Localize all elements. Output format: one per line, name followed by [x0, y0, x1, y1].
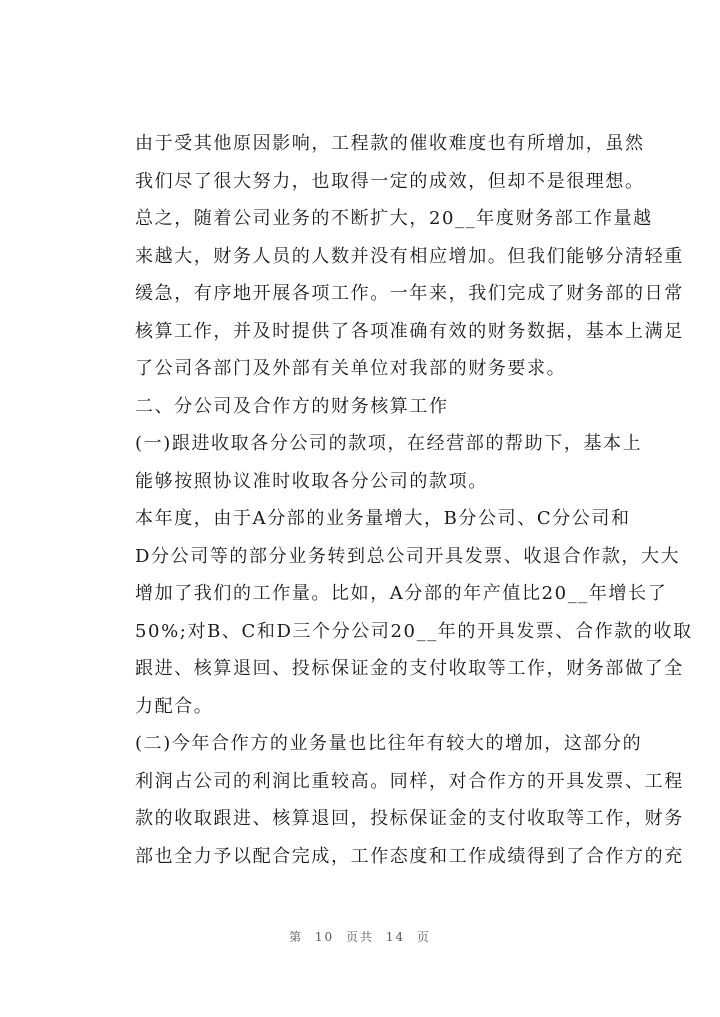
- text-line: 由于受其他原因影响，工程款的催收难度也有所增加，虽然: [135, 133, 645, 154]
- paragraph-collection-difficulty: [97, 125, 645, 200]
- text-line: 我们尽了很大努力，也取得一定的成效，但却不是很理想。: [135, 170, 645, 192]
- text-line: 核算工作，并及时提供了各项准确有效的财务数据，基本上满足: [135, 320, 684, 342]
- paragraph-summary: [97, 200, 684, 388]
- paragraph-this-year: [97, 500, 693, 725]
- text-line: 总之，随着公司业务的不断扩大，20__年度财务部工作量越: [135, 208, 653, 229]
- paragraph-branch-payments: [97, 425, 643, 500]
- text-line: 了公司各部门及外部有关单位对我部的财务要求。: [135, 358, 567, 379]
- section-heading: [97, 388, 637, 426]
- text-line: 50%;对B、C和D三个分公司20__年的开具发票、合作款的收取: [135, 620, 693, 642]
- text-line: 增加了我们的工作量。比如，A分部的年产值比20__年增长了: [135, 583, 668, 604]
- text-line: 跟进、核算退回、投标保证金的支付收取等工作，财务部做了全: [135, 658, 684, 679]
- heading-line: 二、分公司及合作方的财务核算工作: [135, 395, 449, 417]
- page-number-footer: 第 10 页共 14 页: [289, 930, 431, 944]
- text-line: 款的收取跟进、核算退回，投标保证金的支付收取等工作，财务: [135, 808, 684, 829]
- text-line: D分公司等的部分业务转到总公司开具发票、收退合作款，大大: [135, 545, 681, 567]
- text-line: (一)跟进收取各分公司的款项，在经营部的帮助下，基本上: [135, 433, 643, 454]
- text-line: 利润占公司的利润比重较高。同样，对合作方的开具发票、工程: [135, 770, 684, 792]
- text-line: 缓急，有序地开展各项工作。一年来，我们完成了财务部的日常: [135, 283, 684, 304]
- text-line: 来越大，财务人员的人数并没有相应增加。但我们能够分清轻重: [135, 245, 684, 267]
- text-line: 能够按照协议准时收取各分公司的款项。: [135, 470, 488, 492]
- text-line: 力配合。: [135, 695, 214, 717]
- text-line: 本年度，由于A分部的业务量增大，B分公司、C分公司和: [135, 508, 631, 529]
- text-line: 部也全力予以配合完成，工作态度和工作成绩得到了合作方的充: [135, 845, 684, 867]
- document-body: [97, 125, 693, 875]
- paragraph-partners: [97, 725, 684, 875]
- text-line: (二)今年合作方的业务量也比往年有较大的增加，这部分的: [135, 733, 643, 754]
